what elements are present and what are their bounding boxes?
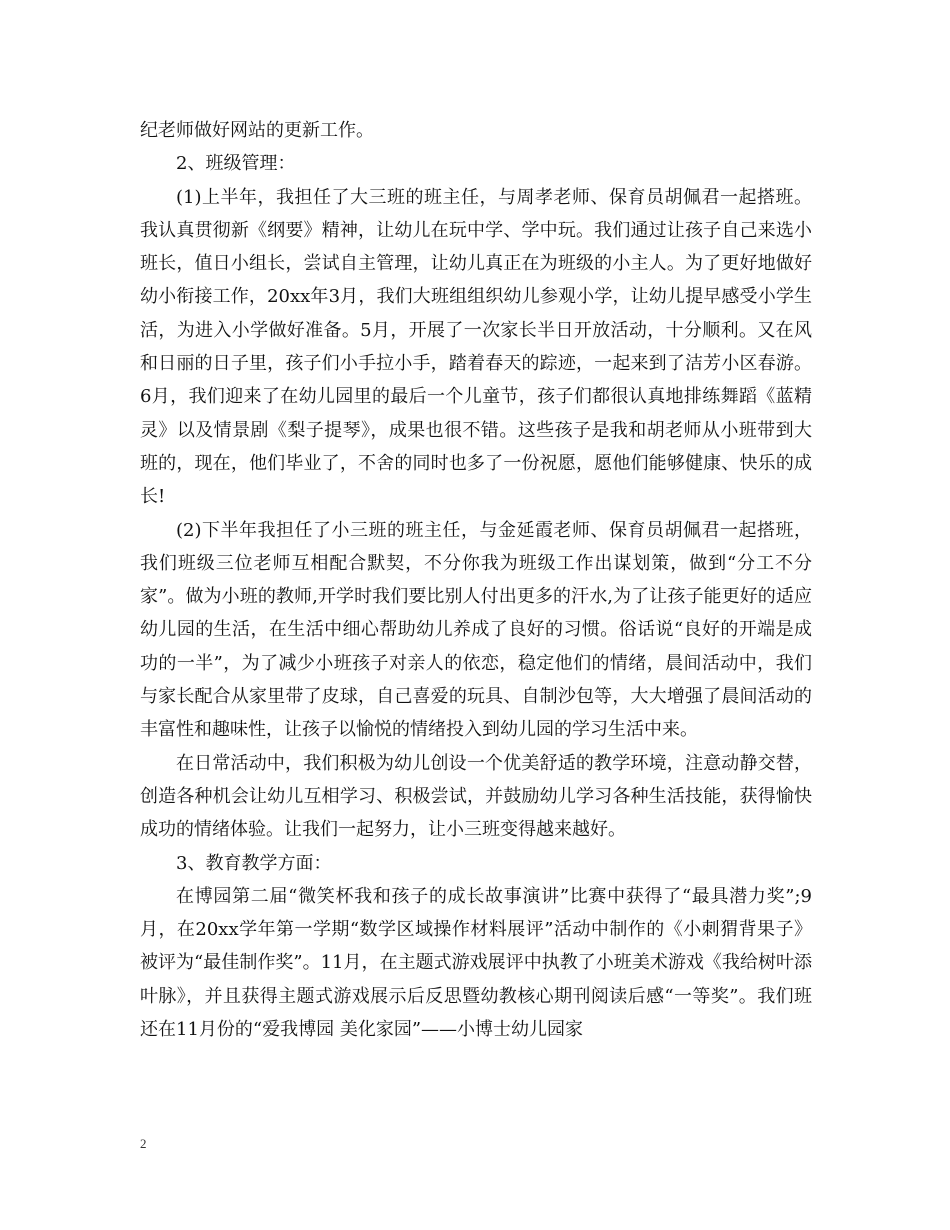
section-heading-class-management: 2、班级管理：: [176, 153, 296, 175]
paragraph-daily-activities: 在日常活动中，我们积极为幼儿创设一个优美舒适的教学环境，注意动静交替，创造各种机会让幼儿互相学习、积极尝试，并鼓励幼儿学习各种生活技能，获得愉快成功的情绪体验。让我们一起努力，让小三班变得越来越好。: [140, 752, 812, 841]
paragraph-first-half-year: (1)上半年，我担任了大三班的班主任，与周孝老师、保育员胡佩君一起搭班。我认真贯彻新《纲要》精神，让幼儿在玩中学、学中玩。我们通过让孩子自己来选小班长，值日小组长，尝试自主管理，让幼儿真正在为班级的小主人。为了更好地做好幼小衔接工作，20xx年3月，我们大班组组织幼儿参观小学，让幼儿提早感受小学生活，为进入小学做好准备。5月，开展了一次家长半日开放活动，十分顺利。又在风和日丽的日子里，孩子们小手拉小手，踏着春天的踪迹，一起来到了洁芳小区春游。6月，我们迎来了在幼儿园里的最后一个儿童节，孩子们都很认真地排练舞蹈《蓝精灵》以及情景剧《梨子提琴》，成果也很不错。这些孩子是我和胡老师从小班带到大班的，现在，他们毕业了，不舍的同时也多了一份祝愿，愿他们能够健康、快乐的成长!: [140, 186, 812, 508]
paragraph-second-half-year: (2)下半年我担任了小三班的班主任，与金延霞老师、保育员胡佩君一起搭班，我们班级三位老师互相配合默契，不分你我为班级工作出谋划策，做到“分工不分家”。做为小班的教师,开学时我们要比别人付出更多的汗水,为了让孩子能更好的适应幼儿园的生活，在生活中细心帮助幼儿养成了良好的习惯。俗话说“良好的开端是成功的一半”，为了减少小班孩子对亲人的依恋，稳定他们的情绪，晨间活动中，我们与家长配合从家里带了皮球，自己喜爱的玩具、自制沙包等，大大增强了晨间活动的丰富性和趣味性，让孩子以愉悦的情绪投入到幼儿园的学习生活中来。: [140, 519, 812, 741]
document-body: [140, 114, 812, 1046]
page-number: 2: [140, 1136, 147, 1151]
paragraph-continuation: 纪老师做好网站的更新工作。: [140, 120, 374, 141]
section-heading-teaching: 3、教育教学方面：: [176, 852, 332, 874]
paragraph-awards: 在博园第二届“微笑杯我和孩子的成长故事演讲”比赛中获得了“最具潜力奖”;9月，在20xx学年第一学期“数学区域操作材料展评”活动中制作的《小刺猬背果子》被评为“最佳制作奖”。11月，在主题式游戏展评中执教了小班美术游戏《我给树叶添叶脉》，并且获得主题式游戏展示后反思暨幼教核心期刊阅读后感“一等奖”。我们班还在11月份的“爱我博园 美化家园”——小博士幼儿园家: [140, 885, 812, 1041]
